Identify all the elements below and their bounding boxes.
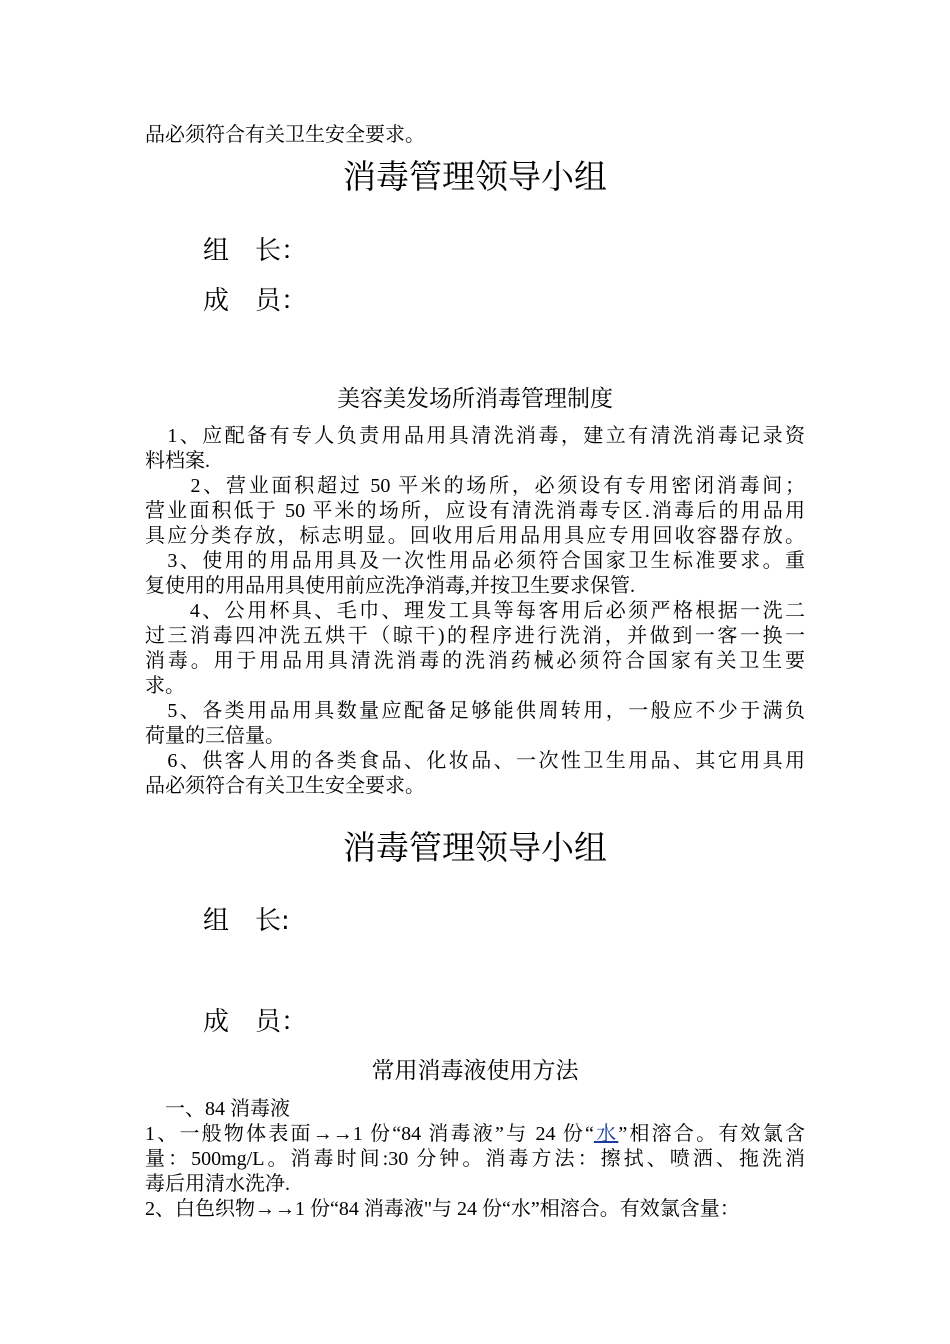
top-continuation-line: 品必须符合有关卫生安全要求。 (145, 124, 425, 146)
rules-line: 3、使用的用品用具及一次性用品必须符合国家卫生标准要求。重 (145, 550, 805, 572)
rules-line: 5、各类用品用具数量应配备足够能供周转用，一般应不少于满负 (145, 700, 805, 722)
rules-line: 料档案. (145, 450, 210, 472)
rules-line: 品必须符合有关卫生安全要求。 (145, 775, 425, 797)
item1-text-start: 1、一般物体表面→→1 份“84 消毒液”与 24 份“ (145, 1123, 594, 1145)
section-title-leadership-group: 消毒管理领导小组 (343, 157, 607, 196)
members-label: 成 员： (203, 286, 308, 316)
rules-title: 美容美发场所消毒管理制度 (337, 386, 613, 412)
disinfectant-item-1-line-2: 量：500mg/L。消毒时间:30 分钟。消毒方法：擦拭、喷洒、拖洗消 (145, 1148, 805, 1170)
rules-line: 2、营业面积超过 50 平米的场所，必须设有专用密闭消毒间； (145, 475, 805, 497)
disinfectant-item-1 (145, 1122, 805, 1147)
rules-line: 6、供客人用的各类食品、化妆品、一次性卫生用品、其它用具用 (145, 750, 805, 772)
leader-label: 组 长： (203, 236, 308, 266)
water-link[interactable]: 水 (593, 1123, 619, 1145)
rules-line: 1、应配备有专人负责用品用具清洗消毒，建立有清洗消毒记录资 (145, 425, 805, 447)
rules-line: 求。 (145, 675, 185, 697)
rules-line: 过三消毒四冲洗五烘干（晾干)的程序进行洗消，并做到一客一换一 (145, 625, 805, 647)
disinfectant-title: 常用消毒液使用方法 (371, 1058, 579, 1084)
rules-line: 具应分类存放，标志明显。回收用后用品用具应专用回收容器存放。 (145, 525, 805, 547)
rules-line: 消毒。用于用品用具清洗消毒的洗消药械必须符合国家有关卫生要 (145, 650, 805, 672)
leader-label-2: 组 长: (203, 906, 290, 936)
section-title-leadership-group-2: 消毒管理领导小组 (343, 828, 607, 867)
rules-line: 复使用的用品用具使用前应洗净消毒,并按卫生要求保管. (145, 575, 635, 597)
rules-line: 营业面积低于 50 平米的场所，应设有清洗消毒专区.消毒后的用品用 (145, 500, 805, 522)
disinfectant-item-2: 2、白色织物→→1 份“84 消毒液"与 24 份“水”相溶合。有效氯含量： (145, 1198, 740, 1220)
disinfectant-item-1-line-3: 毒后用清水洗净. (145, 1173, 290, 1195)
item1-text-end: ”相溶合。有效氯含 (618, 1123, 805, 1145)
disinfectant-heading: 一、84 消毒液 (145, 1098, 290, 1120)
members-label-2: 成 员： (203, 1007, 308, 1037)
rules-line: 荷量的三倍量。 (145, 725, 285, 747)
rules-line: 4、公用杯具、毛巾、理发工具等每客用后必须严格根据一洗二 (145, 600, 805, 622)
